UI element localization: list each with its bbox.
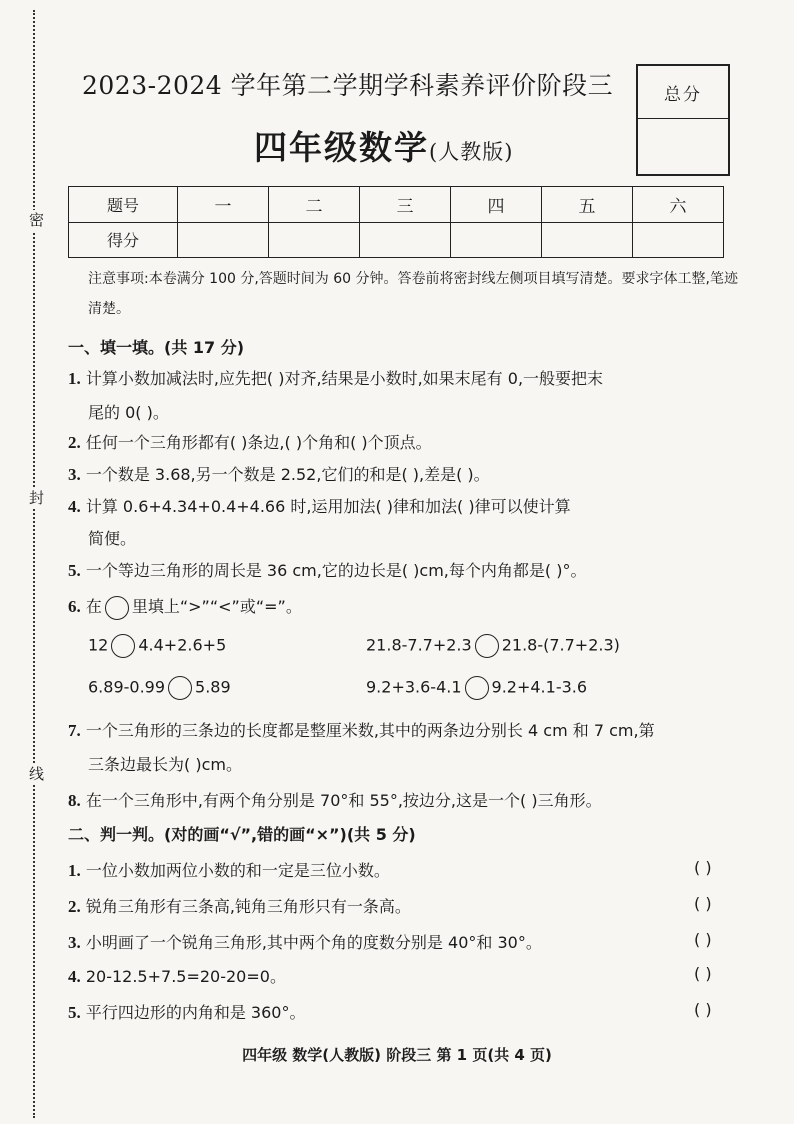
score-cell[interactable] <box>269 222 360 258</box>
total-score-box <box>636 64 730 176</box>
score-col-5: 五 <box>542 187 633 223</box>
q6-item <box>88 634 226 658</box>
seal-char-feng: 封 <box>29 489 45 507</box>
q-number: 6. <box>68 597 81 616</box>
compare-circle-icon <box>105 596 129 620</box>
judge-item-4 <box>68 964 286 987</box>
score-row-label: 得分 <box>69 222 178 258</box>
q6-post: 里填上“>”“<”或“=”。 <box>131 597 302 616</box>
q6-item <box>366 634 620 658</box>
q6-right: 5.89 <box>195 677 231 697</box>
q5-text: 一个等边三角形的周长是 36 cm,它的边长是( )cm,每个内角都是( )°。 <box>85 561 587 580</box>
question-number-label: 题号 <box>69 187 178 223</box>
edition-label: (人教版) <box>429 140 514 164</box>
q6-right: 4.4+2.6+5 <box>138 635 227 655</box>
judge-answer-paren[interactable]: ( ) <box>694 894 712 913</box>
seal-dotted-line <box>33 10 35 1118</box>
q-number: 4. <box>68 967 81 986</box>
score-table <box>68 186 724 258</box>
judge-answer-paren[interactable]: ( ) <box>694 930 712 949</box>
question-4-line1 <box>68 494 571 517</box>
score-table-header-row <box>69 187 724 223</box>
q4-text-b: 简便。 <box>88 529 137 548</box>
q7-text-b: 三条边最长为( )cm。 <box>88 755 242 774</box>
q1-text-b: 尾的 0( )。 <box>88 403 169 422</box>
q1-text-a: 计算小数加减法时,应先把( )对齐,结果是小数时,如果末尾有 0,一般要把末 <box>85 369 604 388</box>
question-3 <box>68 462 490 485</box>
question-5 <box>68 558 586 581</box>
judge-item-1 <box>68 858 390 881</box>
judge-text: 20-12.5+7.5=20-20=0。 <box>85 967 286 986</box>
q-number: 5. <box>68 1003 81 1022</box>
score-cell[interactable] <box>451 222 542 258</box>
q-number: 4. <box>68 497 81 516</box>
exam-title: 2023-2024 学年第二学期学科素养评价阶段三 <box>82 71 614 100</box>
judge-item-2 <box>68 894 411 917</box>
q-number: 1. <box>68 369 81 388</box>
q2-text: 任何一个三角形都有( )条边,( )个角和( )个顶点。 <box>85 433 432 452</box>
notice-text: 注意事项:本卷满分 100 分,答题时间为 60 分钟。答卷前将密封线左侧项目填写清楚。要求字体工整,笔迹清楚。 <box>88 271 738 317</box>
question-7-line1 <box>68 718 655 741</box>
question-6 <box>68 594 302 620</box>
q7-text-a: 一个三角形的三条边的长度都是整厘米数,其中的两条边分别长 4 cm 和 7 cm,第 <box>85 721 655 740</box>
q-number: 3. <box>68 933 81 952</box>
q6-pre: 在 <box>85 597 102 616</box>
q6-item <box>88 676 231 700</box>
q6-left: 9.2+3.6-4.1 <box>366 677 462 697</box>
q-number: 2. <box>68 433 81 452</box>
score-col-1: 一 <box>178 187 269 223</box>
question-8 <box>68 788 602 811</box>
q6-left: 6.89-0.99 <box>88 677 166 697</box>
judge-answer-paren[interactable]: ( ) <box>694 1000 712 1019</box>
q-number: 1. <box>68 861 81 880</box>
judge-text: 小明画了一个锐角三角形,其中两个角的度数分别是 40°和 30°。 <box>85 933 542 952</box>
judge-item-5 <box>68 1000 305 1023</box>
answer-circle[interactable] <box>168 676 192 700</box>
score-cell[interactable] <box>633 222 724 258</box>
q4-text-a: 计算 0.6+4.34+0.4+4.66 时,运用加法( )律和加法( )律可以使计算 <box>85 497 571 516</box>
score-col-6: 六 <box>633 187 724 223</box>
judge-text: 锐角三角形有三条高,钝角三角形只有一条高。 <box>85 897 411 916</box>
q-number: 5. <box>68 561 81 580</box>
q-number: 3. <box>68 465 81 484</box>
judge-text: 一位小数加两位小数的和一定是三位小数。 <box>85 861 390 880</box>
score-table-score-row <box>69 222 724 258</box>
judge-answer-paren[interactable]: ( ) <box>694 964 712 983</box>
total-score-label: 总分 <box>638 66 728 119</box>
score-col-3: 三 <box>360 187 451 223</box>
section2-title: 二、判一判。(对的画“√”,错的画“×”)(共 5 分) <box>68 825 416 844</box>
score-cell[interactable] <box>542 222 633 258</box>
q6-item <box>366 676 587 700</box>
judge-item-3 <box>68 930 542 953</box>
section1-title: 一、填一填。(共 17 分) <box>68 338 245 357</box>
q6-left: 21.8-7.7+2.3 <box>366 635 472 655</box>
q6-right: 9.2+4.1-3.6 <box>491 677 588 697</box>
question-1-line1 <box>68 366 603 389</box>
question-2 <box>68 430 432 453</box>
q-number: 7. <box>68 721 81 740</box>
q6-right: 21.8-(7.7+2.3) <box>501 635 620 655</box>
q6-left: 12 <box>88 635 109 655</box>
judge-answer-paren[interactable]: ( ) <box>694 858 712 877</box>
score-cell[interactable] <box>360 222 451 258</box>
q-number: 2. <box>68 897 81 916</box>
answer-circle[interactable] <box>111 634 135 658</box>
answer-circle[interactable] <box>465 676 489 700</box>
page-footer: 四年级 数学(人教版) 阶段三 第 1 页(共 4 页) <box>242 1046 552 1064</box>
score-cell[interactable] <box>178 222 269 258</box>
subject-title: 四年级数学 <box>254 128 429 167</box>
score-col-2: 二 <box>269 187 360 223</box>
score-col-4: 四 <box>451 187 542 223</box>
seal-char-mi: 密 <box>29 211 45 229</box>
answer-circle[interactable] <box>475 634 499 658</box>
q8-text: 在一个三角形中,有两个角分别是 70°和 55°,按边分,这是一个( )三角形。 <box>85 791 602 810</box>
exam-subtitle <box>254 122 513 169</box>
q-number: 8. <box>68 791 81 810</box>
seal-char-xian: 线 <box>29 765 45 783</box>
judge-text: 平行四边形的内角和是 360°。 <box>85 1003 306 1022</box>
q3-text: 一个数是 3.68,另一个数是 2.52,它们的和是( ),差是( )。 <box>85 465 490 484</box>
